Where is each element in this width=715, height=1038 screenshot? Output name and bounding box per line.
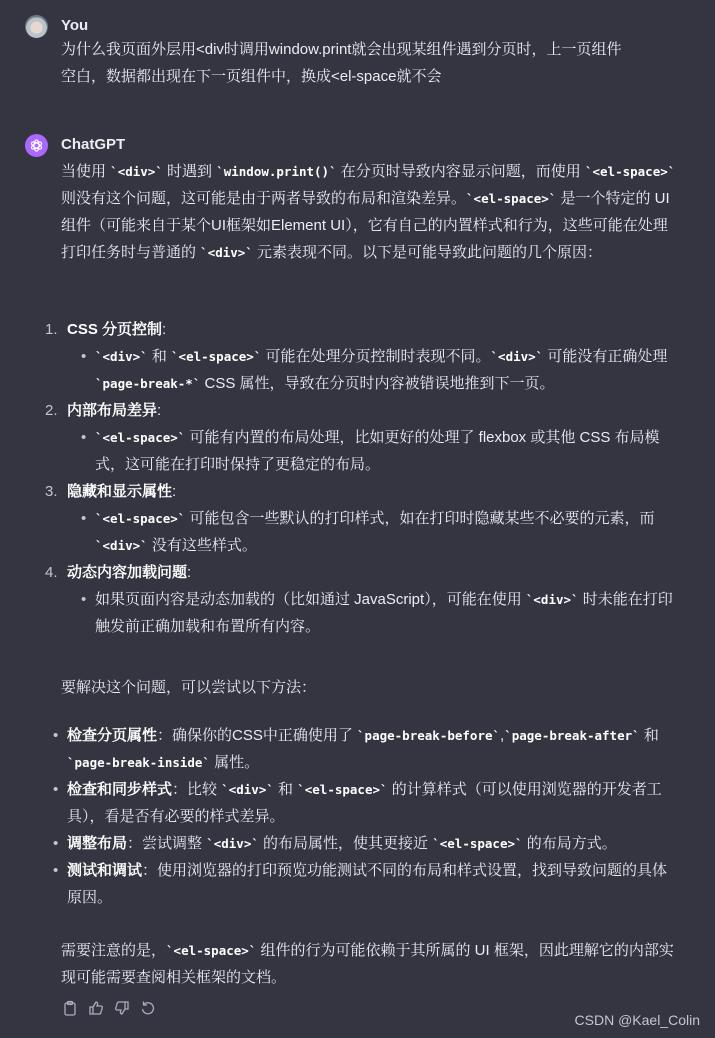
solution-item: • 检查和同步样式：比较 `<div>` 和 `<el-space>` 的计算样式（可以使用浏览器的开发者工具），看是否有必要的样式差异。 xyxy=(53,781,662,825)
thumbs-down-icon[interactable] xyxy=(114,1000,130,1016)
solutions-intro: 要解决这个问题，可以尝试以下方法： xyxy=(61,679,317,696)
solution-item: • 检查分页属性：确保你的CSS中正确使用了 `page-break-before`,`page-break-after` 和 `page-break-inside` 属性。 xyxy=(53,727,659,771)
solution-item: • 测试和调试：使用浏览器的打印预览功能测试不同的布局和样式设置，找到导致问题的具体原因。 xyxy=(53,862,668,906)
solutions-list xyxy=(53,722,681,911)
assistant-intro: 当使用 `<div>` 时遇到 `window.print()` 在分页时导致内容显示问题，而使用 `<el-space>` 则没有这个问题，这可能是由于两者导致的布局和渲染差异。`<el-space>` 是一个特定的 UI 组件（可能来自于某个UI框架如Element UI），它有自己的内置样式和行为，这些可能在处理打印任务时与普通的 `<div>` 元素表现不同。以下是可能导致此问题的几个原因： xyxy=(61,163,676,261)
watermark: CSDN @Kael_Colin xyxy=(574,1012,700,1028)
conclusion: 需要注意的是，`<el-space>` 组件的行为可能依赖于其所属的 UI 框架，因此理解它的内部实现可能需要查阅相关框架的文档。 xyxy=(61,942,674,986)
reason-item: 2. 内部布局差异: • `<el-space>` 可能有内置的布局处理，比如更好的处理了 flexbox 或其他 CSS 布局模式，这可能在打印时保持了更稳定的布局。 xyxy=(45,402,660,473)
chatgpt-avatar xyxy=(25,134,48,157)
user-avatar xyxy=(25,15,48,38)
message-actions xyxy=(62,1000,156,1016)
thumbs-up-icon[interactable] xyxy=(88,1000,104,1016)
reason-item: 4. 动态内容加载问题: • 如果页面内容是动态加载的（比如通过 JavaScript），可能在使用 `<div>` 时未能在打印触发前正确加载和布置所有内容。 xyxy=(45,564,673,635)
solution-item: • 调整布局：尝试调整 `<div>` 的布局属性，使其更接近 `<el-space>` 的布局方式。 xyxy=(53,835,617,852)
reason-item: 3. 隐藏和显示属性: • `<el-space>` 可能包含一些默认的打印样式，如在打印时隐藏某些不必要的元素，而 `<div>` 没有这些样式。 xyxy=(45,483,655,554)
user-author: You xyxy=(61,17,89,34)
reason-item: 1. CSS 分页控制: • `<div>` 和 `<el-space>` 可能在处理分页控制时表现不同。`<div>` 可能没有正确处理 `page-break-*` CSS 属性，导致在分页时内容被错误地推到下一页。 xyxy=(45,321,668,392)
regenerate-icon[interactable] xyxy=(140,1000,156,1016)
user-message-text: 为什么我页面外层用<div时调用window.print就会出现某组件遇到分页时，上一页组件 空白，数据都出现在下一页组件中，换成<el-space就不会 xyxy=(61,41,622,85)
openai-logo-icon xyxy=(29,138,44,153)
assistant-author: ChatGPT xyxy=(61,136,126,153)
reasons-list xyxy=(45,316,681,640)
clipboard-icon[interactable] xyxy=(62,1000,78,1016)
